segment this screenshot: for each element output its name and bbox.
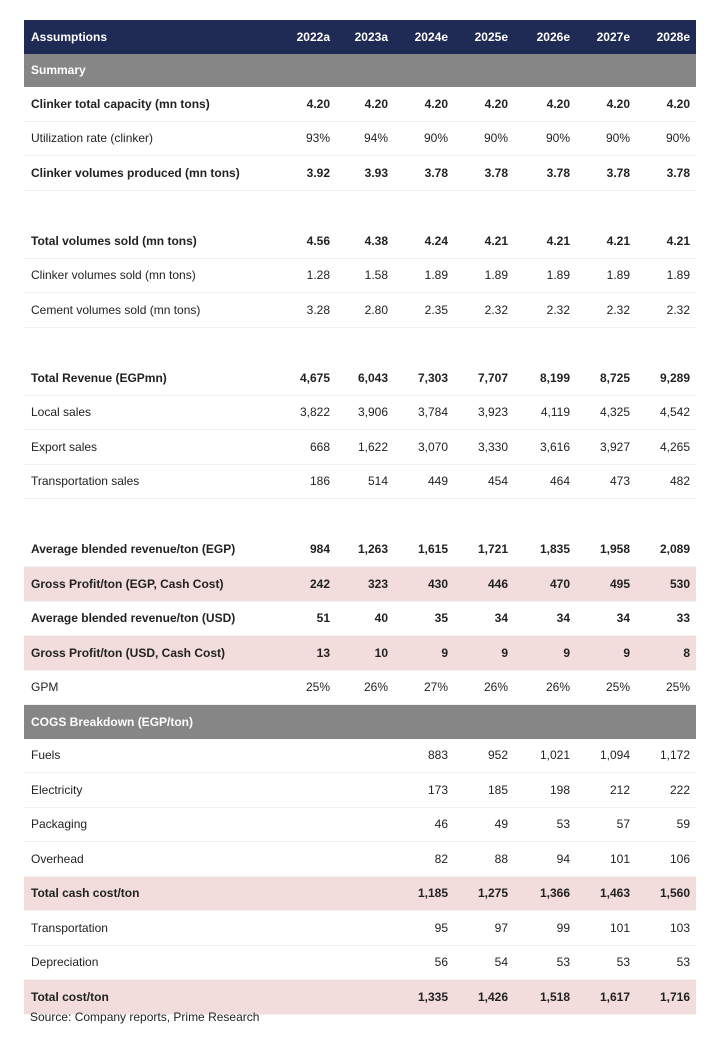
cell-value: 26% bbox=[514, 670, 576, 705]
row-label bbox=[24, 327, 270, 361]
cell-value: 90% bbox=[514, 121, 576, 156]
row-label: Clinker total capacity (mn tons) bbox=[24, 87, 270, 121]
cell-value: 9 bbox=[454, 636, 514, 671]
cell-value: 2,089 bbox=[636, 533, 696, 567]
table-row bbox=[24, 911, 696, 946]
cell-value: 984 bbox=[270, 533, 336, 567]
table-row bbox=[24, 533, 696, 567]
cell-value: 4.20 bbox=[576, 87, 636, 121]
cell-value: 212 bbox=[576, 773, 636, 808]
cell-value: 3.28 bbox=[270, 293, 336, 328]
row-label: GPM bbox=[24, 670, 270, 705]
cell-value: 4.24 bbox=[394, 224, 454, 258]
cell-value: 4,119 bbox=[514, 395, 576, 430]
cell-value bbox=[336, 739, 394, 773]
cell-value: 1,716 bbox=[636, 980, 696, 1015]
cell-value: 4.20 bbox=[636, 87, 696, 121]
cell-value bbox=[514, 705, 576, 739]
cell-value bbox=[336, 773, 394, 808]
cell-value: 53 bbox=[576, 945, 636, 980]
cell-value bbox=[270, 705, 336, 739]
cell-value: 106 bbox=[636, 842, 696, 877]
row-label: Average blended revenue/ton (EGP) bbox=[24, 533, 270, 567]
cell-value: 4.38 bbox=[336, 224, 394, 258]
cell-value: 27% bbox=[394, 670, 454, 705]
cell-value: 3,822 bbox=[270, 395, 336, 430]
cell-value bbox=[336, 945, 394, 980]
cell-value bbox=[394, 54, 454, 88]
cell-value: 1.28 bbox=[270, 258, 336, 293]
year-header: 2028e bbox=[636, 20, 696, 54]
table-row bbox=[24, 980, 696, 1015]
cell-value: 3,616 bbox=[514, 430, 576, 465]
cell-value: 4,265 bbox=[636, 430, 696, 465]
cell-value: 4.56 bbox=[270, 224, 336, 258]
cell-value: 3.78 bbox=[514, 156, 576, 191]
cell-value bbox=[514, 327, 576, 361]
table-row bbox=[24, 121, 696, 156]
cell-value: 1,617 bbox=[576, 980, 636, 1015]
cell-value: 25% bbox=[270, 670, 336, 705]
cell-value: 1,275 bbox=[454, 876, 514, 911]
cell-value: 495 bbox=[576, 567, 636, 602]
cell-value bbox=[336, 54, 394, 88]
cell-value: 90% bbox=[636, 121, 696, 156]
year-header: 2022a bbox=[270, 20, 336, 54]
cell-value: 8 bbox=[636, 636, 696, 671]
cell-value bbox=[576, 190, 636, 224]
cell-value bbox=[336, 327, 394, 361]
spacer-row bbox=[24, 327, 696, 361]
cell-value: 26% bbox=[454, 670, 514, 705]
cell-value: 94 bbox=[514, 842, 576, 877]
cell-value: 1,958 bbox=[576, 533, 636, 567]
cell-value: 34 bbox=[576, 601, 636, 636]
cell-value: 95 bbox=[394, 911, 454, 946]
cell-value: 242 bbox=[270, 567, 336, 602]
cell-value: 90% bbox=[576, 121, 636, 156]
cell-value bbox=[454, 327, 514, 361]
row-label: Total cash cost/ton bbox=[24, 876, 270, 911]
cell-value: 10 bbox=[336, 636, 394, 671]
cell-value: 454 bbox=[454, 464, 514, 499]
cell-value: 33 bbox=[636, 601, 696, 636]
cell-value bbox=[270, 739, 336, 773]
cell-value bbox=[270, 842, 336, 877]
cell-value bbox=[270, 773, 336, 808]
cell-value: 9 bbox=[394, 636, 454, 671]
cell-value bbox=[270, 190, 336, 224]
cell-value: 26% bbox=[336, 670, 394, 705]
cell-value: 53 bbox=[514, 945, 576, 980]
cell-value bbox=[394, 190, 454, 224]
cell-value bbox=[394, 705, 454, 739]
cell-value: 1.89 bbox=[636, 258, 696, 293]
cell-value: 2.35 bbox=[394, 293, 454, 328]
row-label: Total volumes sold (mn tons) bbox=[24, 224, 270, 258]
cell-value: 4.20 bbox=[394, 87, 454, 121]
cell-value: 482 bbox=[636, 464, 696, 499]
cell-value: 46 bbox=[394, 807, 454, 842]
cell-value: 25% bbox=[636, 670, 696, 705]
cell-value bbox=[270, 876, 336, 911]
cell-value: 470 bbox=[514, 567, 576, 602]
spacer-row bbox=[24, 499, 696, 533]
row-label: Transportation bbox=[24, 911, 270, 946]
cell-value bbox=[576, 499, 636, 533]
cell-value: 13 bbox=[270, 636, 336, 671]
year-header: 2025e bbox=[454, 20, 514, 54]
table-row bbox=[24, 567, 696, 602]
cell-value: 53 bbox=[514, 807, 576, 842]
year-header: 2023a bbox=[336, 20, 394, 54]
cell-value bbox=[454, 54, 514, 88]
cell-value: 3,784 bbox=[394, 395, 454, 430]
cell-value: 4,542 bbox=[636, 395, 696, 430]
cell-value: 1,263 bbox=[336, 533, 394, 567]
spacer-row bbox=[24, 190, 696, 224]
cell-value: 2.32 bbox=[636, 293, 696, 328]
cell-value bbox=[454, 705, 514, 739]
cell-value bbox=[394, 327, 454, 361]
cell-value bbox=[576, 705, 636, 739]
cell-value: 90% bbox=[394, 121, 454, 156]
cell-value: 2.32 bbox=[576, 293, 636, 328]
cell-value: 4.20 bbox=[454, 87, 514, 121]
cell-value: 25% bbox=[576, 670, 636, 705]
year-header: 2024e bbox=[394, 20, 454, 54]
cell-value: 1.58 bbox=[336, 258, 394, 293]
cell-value bbox=[270, 911, 336, 946]
cell-value: 430 bbox=[394, 567, 454, 602]
table-row bbox=[24, 601, 696, 636]
cell-value: 185 bbox=[454, 773, 514, 808]
cell-value: 3.78 bbox=[636, 156, 696, 191]
source-note: Source: Company reports, Prime Research bbox=[30, 1010, 260, 1024]
cell-value: 40 bbox=[336, 601, 394, 636]
cell-value: 49 bbox=[454, 807, 514, 842]
cell-value: 1,615 bbox=[394, 533, 454, 567]
cell-value: 94% bbox=[336, 121, 394, 156]
cell-value: 54 bbox=[454, 945, 514, 980]
section-header-row bbox=[24, 705, 696, 739]
cell-value: 3.93 bbox=[336, 156, 394, 191]
cell-value: 4.20 bbox=[336, 87, 394, 121]
cell-value: 1,426 bbox=[454, 980, 514, 1015]
table-row bbox=[24, 807, 696, 842]
cell-value: 34 bbox=[514, 601, 576, 636]
cell-value: 82 bbox=[394, 842, 454, 877]
cell-value: 34 bbox=[454, 601, 514, 636]
row-label: Packaging bbox=[24, 807, 270, 842]
cell-value: 3,070 bbox=[394, 430, 454, 465]
cell-value: 8,725 bbox=[576, 361, 636, 395]
cell-value bbox=[636, 190, 696, 224]
cell-value: 173 bbox=[394, 773, 454, 808]
cell-value: 4.21 bbox=[636, 224, 696, 258]
cell-value: 514 bbox=[336, 464, 394, 499]
cell-value: 2.80 bbox=[336, 293, 394, 328]
cell-value: 9,289 bbox=[636, 361, 696, 395]
cell-value bbox=[270, 980, 336, 1015]
cell-value bbox=[270, 499, 336, 533]
row-label: Average blended revenue/ton (USD) bbox=[24, 601, 270, 636]
table-row bbox=[24, 430, 696, 465]
cell-value: 186 bbox=[270, 464, 336, 499]
cell-value: 4.21 bbox=[454, 224, 514, 258]
cell-value: 3.78 bbox=[454, 156, 514, 191]
row-label: Gross Profit/ton (USD, Cash Cost) bbox=[24, 636, 270, 671]
cell-value: 4,675 bbox=[270, 361, 336, 395]
cell-value: 56 bbox=[394, 945, 454, 980]
cell-value bbox=[270, 54, 336, 88]
table-row bbox=[24, 636, 696, 671]
row-label: Total cost/ton bbox=[24, 980, 270, 1015]
cell-value bbox=[514, 190, 576, 224]
row-label: Utilization rate (clinker) bbox=[24, 121, 270, 156]
cell-value bbox=[394, 499, 454, 533]
cell-value bbox=[336, 807, 394, 842]
row-label: Gross Profit/ton (EGP, Cash Cost) bbox=[24, 567, 270, 602]
row-label: Electricity bbox=[24, 773, 270, 808]
cell-value: 3,923 bbox=[454, 395, 514, 430]
table-row bbox=[24, 258, 696, 293]
cell-value: 1.89 bbox=[454, 258, 514, 293]
row-label: Cement volumes sold (mn tons) bbox=[24, 293, 270, 328]
row-label: COGS Breakdown (EGP/ton) bbox=[24, 705, 270, 739]
cell-value: 35 bbox=[394, 601, 454, 636]
cell-value bbox=[636, 327, 696, 361]
cell-value: 952 bbox=[454, 739, 514, 773]
table-row bbox=[24, 464, 696, 499]
cell-value: 1,094 bbox=[576, 739, 636, 773]
section-header-row bbox=[24, 54, 696, 88]
assumptions-table bbox=[24, 20, 696, 1015]
cell-value bbox=[454, 499, 514, 533]
cell-value: 3,330 bbox=[454, 430, 514, 465]
cell-value: 103 bbox=[636, 911, 696, 946]
cell-value: 3.78 bbox=[394, 156, 454, 191]
row-label: Summary bbox=[24, 54, 270, 88]
cell-value: 4.20 bbox=[514, 87, 576, 121]
row-label: Transportation sales bbox=[24, 464, 270, 499]
cell-value: 3,927 bbox=[576, 430, 636, 465]
cell-value: 7,707 bbox=[454, 361, 514, 395]
cell-value bbox=[270, 327, 336, 361]
table-row bbox=[24, 876, 696, 911]
table-header-row bbox=[24, 20, 696, 54]
cell-value: 59 bbox=[636, 807, 696, 842]
cell-value: 464 bbox=[514, 464, 576, 499]
cell-value bbox=[336, 499, 394, 533]
cell-value: 8,199 bbox=[514, 361, 576, 395]
cell-value: 473 bbox=[576, 464, 636, 499]
cell-value bbox=[336, 911, 394, 946]
cell-value bbox=[336, 842, 394, 877]
cell-value: 88 bbox=[454, 842, 514, 877]
row-label: Overhead bbox=[24, 842, 270, 877]
table-row bbox=[24, 945, 696, 980]
cell-value: 1,463 bbox=[576, 876, 636, 911]
row-label: Total Revenue (EGPmn) bbox=[24, 361, 270, 395]
table-row bbox=[24, 842, 696, 877]
row-label: Local sales bbox=[24, 395, 270, 430]
table-row bbox=[24, 395, 696, 430]
cell-value: 1.89 bbox=[576, 258, 636, 293]
cell-value bbox=[336, 190, 394, 224]
table-row bbox=[24, 773, 696, 808]
cell-value: 3.92 bbox=[270, 156, 336, 191]
table-row bbox=[24, 156, 696, 191]
cell-value: 1,021 bbox=[514, 739, 576, 773]
cell-value bbox=[636, 705, 696, 739]
row-label bbox=[24, 190, 270, 224]
cell-value: 530 bbox=[636, 567, 696, 602]
cell-value: 222 bbox=[636, 773, 696, 808]
cell-value bbox=[454, 190, 514, 224]
cell-value: 446 bbox=[454, 567, 514, 602]
cell-value: 1,835 bbox=[514, 533, 576, 567]
cell-value: 93% bbox=[270, 121, 336, 156]
cell-value bbox=[270, 945, 336, 980]
cell-value: 1.89 bbox=[514, 258, 576, 293]
cell-value: 1,560 bbox=[636, 876, 696, 911]
cell-value bbox=[336, 876, 394, 911]
cell-value: 101 bbox=[576, 911, 636, 946]
cell-value: 3.78 bbox=[576, 156, 636, 191]
row-label: Fuels bbox=[24, 739, 270, 773]
row-label: Depreciation bbox=[24, 945, 270, 980]
cell-value bbox=[636, 54, 696, 88]
cell-value bbox=[514, 499, 576, 533]
row-label bbox=[24, 499, 270, 533]
cell-value bbox=[336, 980, 394, 1015]
cell-value: 1.89 bbox=[394, 258, 454, 293]
header-title: Assumptions bbox=[24, 20, 270, 54]
cell-value bbox=[514, 54, 576, 88]
cell-value: 449 bbox=[394, 464, 454, 499]
cell-value bbox=[576, 327, 636, 361]
cell-value: 2.32 bbox=[514, 293, 576, 328]
cell-value bbox=[576, 54, 636, 88]
cell-value: 4.21 bbox=[514, 224, 576, 258]
cell-value: 57 bbox=[576, 807, 636, 842]
table-row bbox=[24, 670, 696, 705]
row-label: Export sales bbox=[24, 430, 270, 465]
cell-value: 97 bbox=[454, 911, 514, 946]
row-label: Clinker volumes produced (mn tons) bbox=[24, 156, 270, 191]
table-row bbox=[24, 361, 696, 395]
cell-value: 4,325 bbox=[576, 395, 636, 430]
cell-value bbox=[270, 807, 336, 842]
cell-value: 4.21 bbox=[576, 224, 636, 258]
cell-value: 101 bbox=[576, 842, 636, 877]
table-row bbox=[24, 87, 696, 121]
cell-value: 3,906 bbox=[336, 395, 394, 430]
cell-value: 1,185 bbox=[394, 876, 454, 911]
cell-value: 668 bbox=[270, 430, 336, 465]
table-row bbox=[24, 293, 696, 328]
cell-value: 9 bbox=[514, 636, 576, 671]
cell-value: 323 bbox=[336, 567, 394, 602]
table-row bbox=[24, 739, 696, 773]
cell-value: 90% bbox=[454, 121, 514, 156]
cell-value: 198 bbox=[514, 773, 576, 808]
row-label: Clinker volumes sold (mn tons) bbox=[24, 258, 270, 293]
cell-value: 6,043 bbox=[336, 361, 394, 395]
cell-value: 1,622 bbox=[336, 430, 394, 465]
year-header: 2027e bbox=[576, 20, 636, 54]
cell-value bbox=[336, 705, 394, 739]
table-row bbox=[24, 224, 696, 258]
cell-value: 1,518 bbox=[514, 980, 576, 1015]
cell-value: 2.32 bbox=[454, 293, 514, 328]
cell-value: 7,303 bbox=[394, 361, 454, 395]
cell-value: 99 bbox=[514, 911, 576, 946]
cell-value: 1,172 bbox=[636, 739, 696, 773]
cell-value: 883 bbox=[394, 739, 454, 773]
cell-value: 1,366 bbox=[514, 876, 576, 911]
cell-value: 1,721 bbox=[454, 533, 514, 567]
cell-value: 1,335 bbox=[394, 980, 454, 1015]
cell-value: 4.20 bbox=[270, 87, 336, 121]
year-header: 2026e bbox=[514, 20, 576, 54]
cell-value: 53 bbox=[636, 945, 696, 980]
cell-value bbox=[636, 499, 696, 533]
cell-value: 9 bbox=[576, 636, 636, 671]
cell-value: 51 bbox=[270, 601, 336, 636]
